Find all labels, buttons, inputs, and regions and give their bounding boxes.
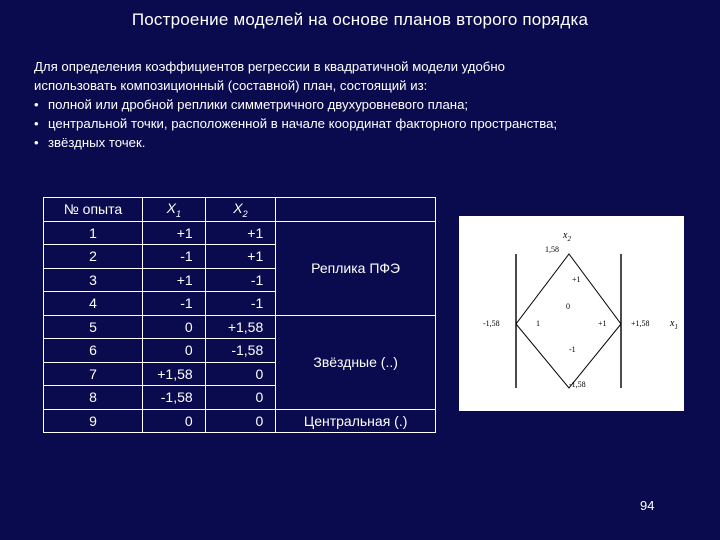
header-x1: $X_1$ xyxy=(142,198,205,222)
cell-experiment-number: 2 xyxy=(44,245,143,269)
cell-x1: +1,58 xyxy=(142,362,205,386)
cell-x2: 0 xyxy=(205,362,276,386)
cell-x1: 0 xyxy=(142,315,205,339)
x1-axis-label: $x_1$ xyxy=(670,318,678,331)
cell-experiment-number: 3 xyxy=(44,268,143,292)
table-row xyxy=(44,409,436,433)
center-point-label: 0 xyxy=(566,302,570,311)
group-label-star: Звёздные (..) xyxy=(276,315,436,409)
right-level-label: +1 xyxy=(598,319,607,328)
experiment-plan-table xyxy=(43,197,436,433)
cell-x1: +1 xyxy=(142,221,205,245)
bullet-item: • звёздных точек. xyxy=(34,133,694,152)
bullet-item: • полной или дробной реплики симметричного двухуровневого плана; xyxy=(34,95,694,114)
table-row xyxy=(44,315,436,339)
cell-experiment-number: 9 xyxy=(44,409,143,433)
cell-x2: -1 xyxy=(205,292,276,316)
table-header-row xyxy=(44,198,436,222)
left-star-label: -1,58 xyxy=(483,319,500,328)
cell-experiment-number: 1 xyxy=(44,221,143,245)
cell-x1: -1,58 xyxy=(142,386,205,410)
intro-line-1: Для определения коэффициентов регрессии в квадратичной модели удобно xyxy=(34,59,505,74)
left-level-label: 1 xyxy=(536,319,540,328)
design-diagram-svg xyxy=(459,216,684,411)
cell-x1: +1 xyxy=(142,268,205,292)
cell-experiment-number: 4 xyxy=(44,292,143,316)
cell-x1: 0 xyxy=(142,339,205,363)
top-star-label: 1,58 xyxy=(545,245,559,254)
cell-x2: 0 xyxy=(205,386,276,410)
bullet-list xyxy=(34,95,694,152)
bottom-star-label: -1,58 xyxy=(569,380,586,389)
header-x2: $X_2$ xyxy=(205,198,276,222)
group-label-replica: Реплика ПФЭ xyxy=(276,221,436,315)
cell-x1: -1 xyxy=(142,245,205,269)
cell-x2: +1 xyxy=(205,245,276,269)
slide-title: Построение моделей на основе планов второго порядка xyxy=(131,10,589,29)
lower-level-label: -1 xyxy=(569,345,576,354)
x2-axis-label: $x_2$ xyxy=(563,230,571,243)
page-number: 94 xyxy=(640,498,655,513)
cell-experiment-number: 8 xyxy=(44,386,143,410)
cell-x2: -1,58 xyxy=(205,339,276,363)
cell-x2: 0 xyxy=(205,409,276,433)
right-star-label: +1,58 xyxy=(631,319,650,328)
intro-line-2: использовать композиционный (составной) план, состоящий из: xyxy=(34,78,428,93)
cell-experiment-number: 5 xyxy=(44,315,143,339)
cell-experiment-number: 6 xyxy=(44,339,143,363)
upper-level-label: +1 xyxy=(572,275,581,284)
cell-x2: -1 xyxy=(205,268,276,292)
header-group-empty xyxy=(276,198,436,222)
cell-x1: 0 xyxy=(142,409,205,433)
table-row xyxy=(44,221,436,245)
cell-x1: -1 xyxy=(142,292,205,316)
group-label-central: Центральная (.) xyxy=(276,409,436,433)
bullet-item: • центральной точки, расположенной в начале координат факторного пространства; xyxy=(34,114,694,133)
composite-design-diagram xyxy=(459,216,684,411)
cell-experiment-number: 7 xyxy=(44,362,143,386)
intro-text-block xyxy=(34,57,694,152)
header-experiment-number: № опыта xyxy=(44,198,143,222)
cell-x2: +1 xyxy=(205,221,276,245)
cell-x2: +1,58 xyxy=(205,315,276,339)
